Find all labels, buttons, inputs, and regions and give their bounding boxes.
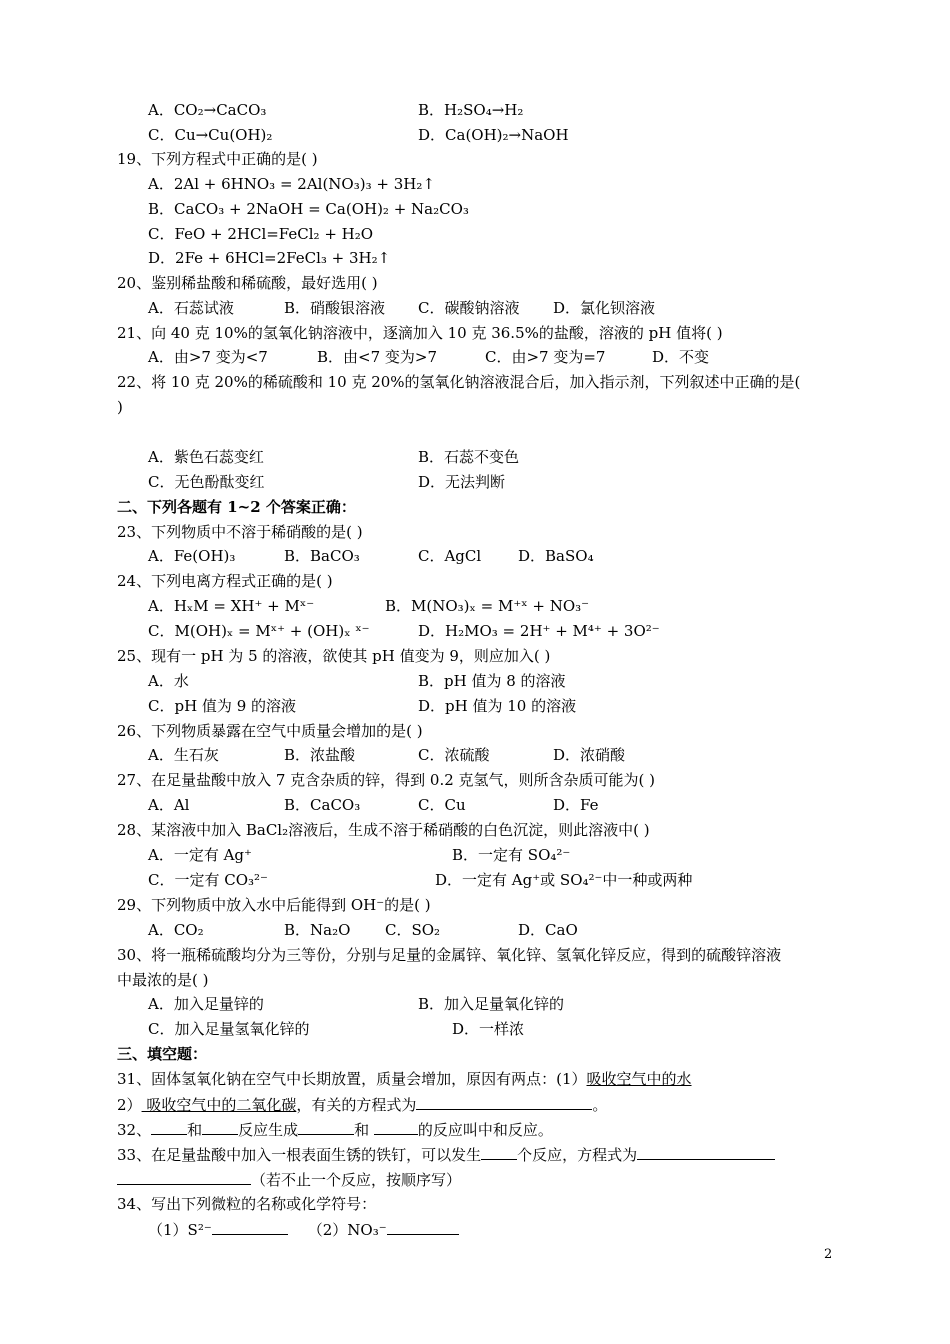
q28-option-a: A．一定有 Ag⁺ — [148, 846, 252, 864]
q30-option-b: B．加入足量氧化锌的 — [418, 995, 565, 1013]
q21-stem: 21、向 40 克 10%的氢氧化钠溶液中，逐滴加入 10 克 36.5%的盐酸，溶液的 pH 值将( ) — [117, 324, 723, 342]
q28-option-b: B．一定有 SO₄²⁻ — [452, 846, 571, 864]
q30-option-d: D．一样浓 — [452, 1020, 525, 1038]
q20-option-b: B．硝酸银溶液 — [284, 299, 386, 317]
q18-option-a: A．CO₂→CaCO₃ — [148, 101, 267, 119]
q33-line2 — [117, 1170, 461, 1189]
q32-blank-2[interactable] — [202, 1120, 238, 1135]
q32-text-5: 的反应叫中和反应。 — [417, 1121, 553, 1139]
q33-text-2: 个反应，方程式为 — [517, 1146, 638, 1164]
q18-option-c: C．Cu→Cu(OH)₂ — [148, 126, 273, 144]
q34-item-2: （2）NO₃⁻ — [307, 1221, 387, 1239]
q31-answer-2: 吸收空气中的二氧化碳 — [141, 1096, 297, 1114]
q34-stem: 34、写出下列微粒的名称或化学符号： — [117, 1195, 377, 1213]
q26-option-a: A．生石灰 — [148, 746, 219, 764]
q25-option-c: C．pH 值为 9 的溶液 — [148, 697, 297, 715]
q18-option-d: D．Ca(OH)₂→NaOH — [418, 126, 569, 144]
q19-option-c: C．FeO + 2HCl=FeCl₂ + H₂O — [148, 225, 374, 243]
q22-option-a: A．紫色石蕊变红 — [148, 448, 264, 466]
q29-option-c: C．SO₂ — [385, 921, 441, 939]
q25-option-d: D．pH 值为 10 的溶液 — [418, 697, 577, 715]
q22-stem-line2: ) — [117, 398, 123, 416]
q30-option-a: A．加入足量锌的 — [148, 995, 264, 1013]
q20-option-c: C．碳酸钠溶液 — [418, 299, 520, 317]
q24-option-d: D．H₂MO₃ = 2H⁺ + M⁴⁺ + 3O²⁻ — [418, 622, 660, 640]
q23-option-b: B．BaCO₃ — [284, 547, 360, 565]
q22-option-d: D．无法判断 — [418, 473, 506, 491]
q33-text-3: （若不止一个反应，按顺序写） — [251, 1171, 462, 1189]
q32-text-2: 和 — [187, 1121, 203, 1139]
q21-option-d: D．不变 — [652, 348, 710, 366]
q22-option-c: C．无色酚酞变红 — [148, 473, 265, 491]
q21-option-a: A．由>7 变为<7 — [148, 348, 268, 366]
q24-option-a: A．HₓM = XH⁺ + Mˣ⁻ — [148, 597, 315, 615]
q26-option-b: B．浓盐酸 — [284, 746, 356, 764]
q32-text-3: 反应生成 — [238, 1121, 299, 1139]
q28-stem: 28、某溶液中加入 BaCl₂溶液后，生成不溶于稀硝酸的白色沉淀，则此溶液中( ) — [117, 821, 650, 839]
q19-option-d: D．2Fe + 6HCl=2FeCl₃ + 3H₂↑ — [148, 249, 391, 267]
q26-option-d: D．浓硝酸 — [553, 746, 626, 764]
q19-option-a: A．2Al + 6HNO₃ = 2Al(NO₃)₃ + 3H₂↑ — [148, 175, 435, 193]
page-number: 2 — [824, 1247, 833, 1262]
q30-option-c: C．加入足量氢氧化锌的 — [148, 1020, 310, 1038]
q31-text-2: 2） — [117, 1096, 142, 1114]
q22-stem-line1: 22、将 10 克 20%的稀硫酸和 10 克 20%的氢氧化钠溶液混合后，加入指示剂，下列叙述中正确的是( — [117, 373, 801, 391]
section-3-heading: 三、填空题： — [117, 1045, 208, 1063]
q34-blank-2[interactable] — [387, 1220, 459, 1235]
q25-option-a: A．水 — [148, 672, 189, 690]
q29-option-d: D．CaO — [518, 921, 578, 939]
q27-option-a: A．Al — [148, 796, 190, 814]
q31-line1 — [117, 1070, 692, 1088]
q31-text-4: 。 — [592, 1096, 608, 1114]
q31-line2 — [117, 1095, 607, 1114]
q34-blank-1[interactable] — [212, 1220, 288, 1235]
q26-option-c: C．浓硫酸 — [418, 746, 490, 764]
q31-blank-equation[interactable] — [416, 1095, 592, 1110]
q33-line1 — [117, 1145, 775, 1164]
q32-blank-4[interactable] — [374, 1120, 418, 1135]
q20-option-d: D．氯化钡溶液 — [553, 299, 656, 317]
q31-text-3: ，有关的方程式为 — [296, 1096, 417, 1114]
q34-item-1: （1）S²⁻ — [148, 1221, 212, 1239]
q20-stem: 20、鉴别稀盐酸和稀硫酸，最好选用( ) — [117, 274, 378, 292]
q32-blank-3[interactable] — [298, 1120, 354, 1135]
q26-stem: 26、下列物质暴露在空气中质量会增加的是( ) — [117, 722, 423, 740]
q33-text-1: 33、在足量盐酸中加入一根表面生锈的铁钉，可以发生 — [117, 1146, 482, 1164]
q24-stem: 24、下列电离方程式正确的是( ) — [117, 572, 333, 590]
q21-option-b: B．由<7 变为>7 — [317, 348, 438, 366]
q29-option-b: B．Na₂O — [284, 921, 351, 939]
q21-option-c: C．由>7 变为=7 — [485, 348, 606, 366]
q29-stem: 29、下列物质中放入水中后能得到 OH⁻的是( ) — [117, 896, 431, 914]
q30-stem-line1: 30、将一瓶稀硫酸均分为三等份，分别与足量的金属锌、氧化锌、氢氧化锌反应，得到的硫酸锌溶液 — [117, 946, 782, 964]
q20-option-a: A．石蕊试液 — [148, 299, 234, 317]
q18-option-b: B．H₂SO₄→H₂ — [418, 101, 524, 119]
q19-stem: 19、下列方程式中正确的是( ) — [117, 150, 318, 168]
q19-option-b: B．CaCO₃ + 2NaOH = Ca(OH)₂ + Na₂CO₃ — [148, 200, 469, 218]
q25-stem: 25、现有一 pH 为 5 的溶液，欲使其 pH 值变为 9，则应加入( ) — [117, 647, 551, 665]
q33-blank-equation-2[interactable] — [117, 1170, 251, 1185]
q29-option-a: A．CO₂ — [148, 921, 204, 939]
section-2-heading: 二、下列各题有 1~2 个答案正确： — [117, 498, 356, 516]
q25-option-b: B．pH 值为 8 的溶液 — [418, 672, 566, 690]
q27-option-d: D．Fe — [553, 796, 599, 814]
q33-blank-count[interactable] — [481, 1145, 517, 1160]
q27-option-b: B．CaCO₃ — [284, 796, 361, 814]
q31-text: 31、固体氢氧化钠在空气中长期放置，质量会增加，原因有两点：(1） — [117, 1070, 587, 1088]
q33-blank-equation-1[interactable] — [637, 1145, 775, 1160]
q32-text-4: 和 — [354, 1121, 374, 1139]
q34-items — [148, 1220, 459, 1239]
q23-option-d: D．BaSO₄ — [518, 547, 594, 565]
q24-option-c: C．M(OH)ₓ = Mˣ⁺ + (OH)ₓ ˣ⁻ — [148, 622, 370, 640]
q31-answer-1: 吸收空气中的水 — [586, 1070, 692, 1088]
q32-line — [117, 1120, 553, 1139]
q28-option-c: C．一定有 CO₃²⁻ — [148, 871, 268, 889]
q28-option-d: D．一定有 Ag⁺或 SO₄²⁻中一种或两种 — [435, 871, 693, 889]
q30-stem-line2: 中最浓的是( ) — [117, 971, 209, 989]
q23-option-c: C．AgCl — [418, 547, 482, 565]
q22-option-b: B．石蕊不变色 — [418, 448, 520, 466]
q27-stem: 27、在足量盐酸中放入 7 克含杂质的锌，得到 0.2 克氢气，则所含杂质可能为( ) — [117, 771, 656, 789]
q23-option-a: A．Fe(OH)₃ — [148, 547, 236, 565]
q23-stem: 23、下列物质中不溶于稀硝酸的是( ) — [117, 523, 363, 541]
q32-blank-1[interactable] — [151, 1120, 187, 1135]
q32-text-1: 32、 — [117, 1121, 152, 1139]
q24-option-b: B．M(NO₃)ₓ = M⁺ˣ + NO₃⁻ — [385, 597, 590, 615]
q27-option-c: C．Cu — [418, 796, 466, 814]
